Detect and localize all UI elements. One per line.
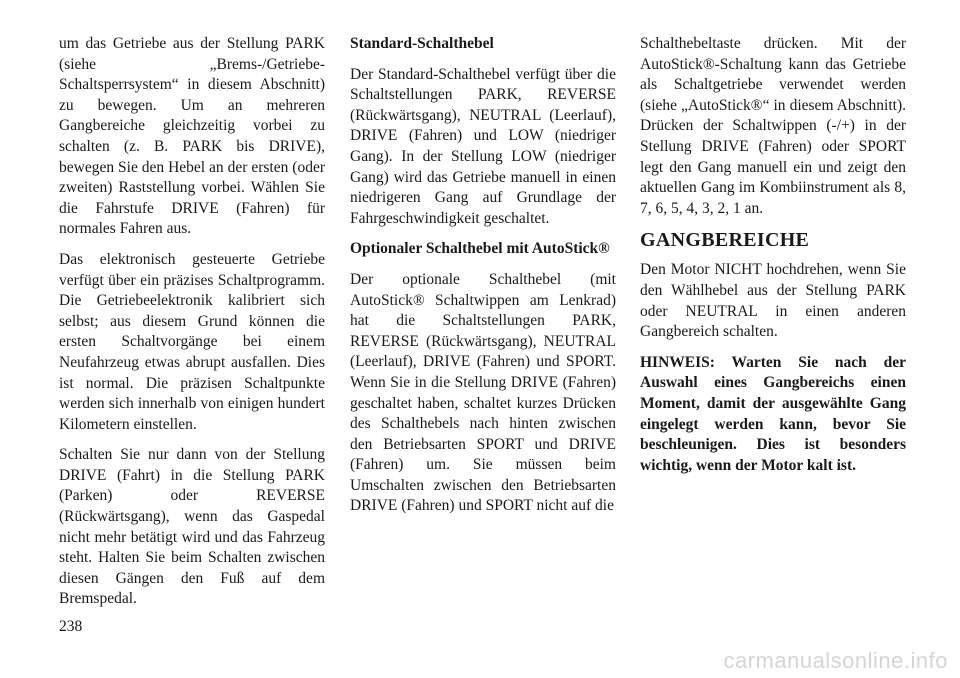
paragraph-electronic-transmission: Das elektronisch gesteuerte Getriebe verfügt über ein präzises Schaltprogramm. Die Getriebeelektronik kalibriert sich selbst; aus diesem Grund können die ersten Schaltvorgänge bei einem Neufahrzeug etwas abrupt ausfallen. Dies ist normal. Die präzisen Schaltpunkte werden sich innerhalb von einigen hundert Kilometern einstellen.: [59, 250, 325, 433]
paragraph-engine-rev: Den Motor NICHT hochdrehen, wenn Sie den Wählhebel aus der Stellung PARK oder NEUTRAL in einen anderen Gangbereich schalten.: [640, 261, 906, 341]
paragraph-optional-shifter: Der optionale Schalthebel (mit AutoStick® Schaltwippen am Lenkrad) hat die Schaltstellungen PARK, REVERSE (Rückwärtsgang), NEUTRAL (Leerlauf), DRIVE (Fahren) und SPORT. Wenn Sie in die Stellung DRIVE (Fahren) geschaltet haben, schaltet kurzes Drücken des Schalthebels nach hinten zwischen den Betriebsarten SPORT und DRIVE (Fahren) um. Sie müssen beim Umschalten zwischen den Betriebsarten DRIVE (Fahren) und SPORT nicht auf die: [350, 270, 616, 515]
paragraph-shift-out-of-park: um das Getriebe aus der Stellung PARK (siehe „Brems-/Getriebe-Schaltsperrsystem“ in diesem Abschnitt) zu bewegen. Um an mehreren Gangbereiche gleichzeitig vorbei zu schalten (z. B. PARK bis DRIVE), bewegen Sie den Hebel an der ersten (oder zweiten) Raststellung vorbei. Wählen Sie die Fahrstufe DRIVE (Fahren) für normales Fahren aus.: [59, 35, 325, 238]
paragraph-autostick: Schalthebeltaste drücken. Mit der AutoStick®-Schaltung kann das Getriebe als Schaltgetriebe verwendet werden (siehe „AutoStick®“ in diesem Abschnitt). Drücken der Schaltwippen (-/+) in der Stellung DRIVE (Fahren) oder SPORT legt den Gang manuell ein und zeigt den aktuellen Gang im Kombiinstrument als 8, 7, 6, 5, 4, 3, 2, 1 an.: [640, 35, 906, 217]
paragraph-standard-shifter: Der Standard-Schalthebel verfügt über die Schaltstellungen PARK, REVERSE (Rückwärtsgang), NEUTRAL (Leerlauf), DRIVE (Fahren) und LOW (niedriger Gang). In der Stellung LOW (niedriger Gang) wird das Getriebe manuell in einen niedrigeren Gang auf Grundlage der Fahrgeschwindigkeit geschaltet.: [350, 65, 616, 227]
column-middle: [350, 34, 616, 527]
heading-standard-shifter: Standard-Schalthebel: [350, 35, 494, 52]
page-number: 238: [59, 618, 83, 635]
note-paragraph: HINWEIS: Warten Sie nach der Auswahl eines Gangbereichs einen Moment, damit der ausgewählte Gang eingelegt werden kann, bevor Sie beschleunigen. Dies ist besonders wichtig, wenn der Motor kalt ist.: [640, 353, 906, 474]
section-heading-gear-ranges: GANGBEREICHE: [640, 229, 810, 252]
heading-optional-shifter: Optionaler Schalthebel mit AutoStick®: [350, 240, 610, 258]
watermark: carmanualsonline.info: [723, 648, 948, 673]
column-right: [640, 34, 906, 486]
paragraph-shift-drive-to-park: Schalten Sie nur dann von der Stellung DRIVE (Fahrt) in die Stellung PARK (Parken) oder REVERSE (Rückwärtsgang), wenn das Gaspedal nicht mehr betätigt wird und das Fahrzeug steht. Halten Sie beim Schalten zwischen diesen Gängen den Fuß auf dem Bremspedal.: [59, 446, 325, 608]
column-left: [59, 34, 325, 620]
